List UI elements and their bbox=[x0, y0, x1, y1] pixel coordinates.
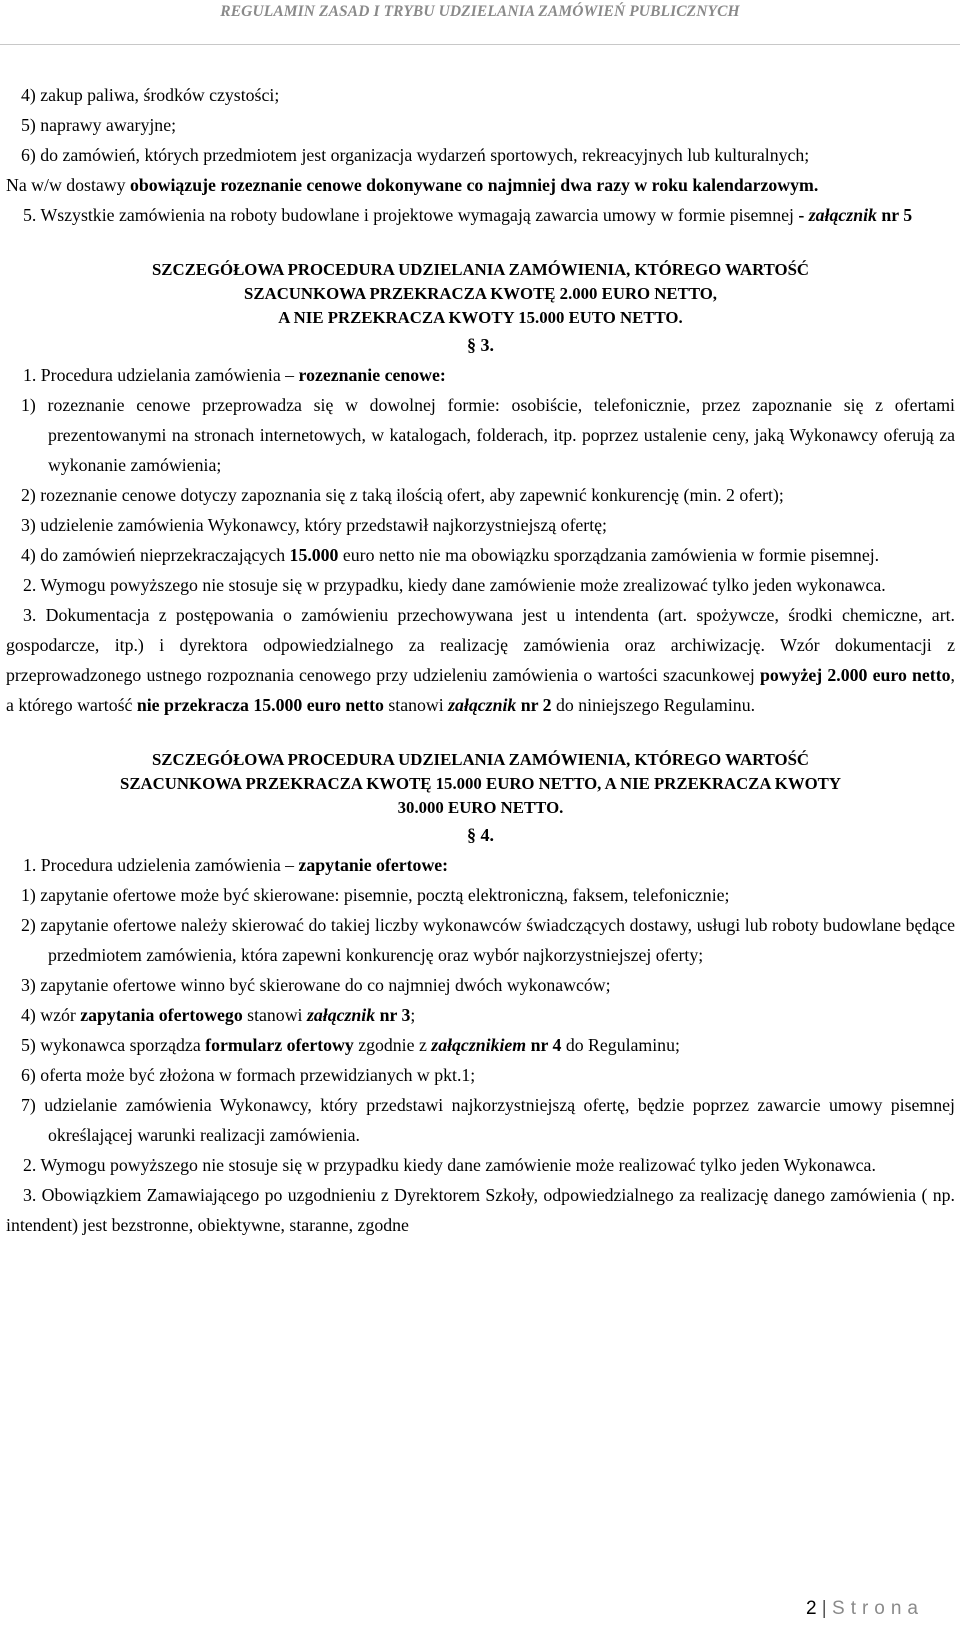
list-item-text: zgodnie z bbox=[353, 1035, 432, 1055]
section-3-number: § 3. bbox=[467, 335, 494, 355]
heading-line: A NIE PRZEKRACZA KWOTY 15.000 EUTO NETTO. bbox=[278, 308, 683, 327]
list-item: 1) zapytanie ofertowe może być skierowane: pisemnie, pocztą elektroniczną, faksem, telefonicznie; bbox=[21, 885, 730, 905]
list-item-bold-text: nr 4 bbox=[526, 1035, 562, 1055]
paragraph-bold-text: nr 2 bbox=[516, 695, 552, 715]
list-item: 2) rozeznanie cenowe dotyczy zapoznania się z taką ilością ofert, aby zapewnić konkurencję (min. 2 ofert); bbox=[21, 485, 784, 505]
paragraph-bold-text: powyżej 2.000 euro netto bbox=[759, 665, 951, 685]
section-4-paragraph-1 bbox=[6, 850, 955, 880]
paragraph-text: do niniejszego Regulaminu. bbox=[551, 695, 756, 715]
list-item: 6) oferta może być złożona w formach przewidzianych w pkt.1; bbox=[21, 1065, 476, 1085]
note-text: Na w/w dostawy bbox=[6, 175, 130, 195]
page-footer bbox=[806, 1596, 924, 1622]
running-header bbox=[0, 0, 960, 45]
list-item-text: 4) wzór bbox=[21, 1005, 81, 1025]
footer-label: Strona bbox=[832, 1598, 924, 1619]
section-3-paragraph-2: 2. Wymogu powyższego nie stosuje się w przypadku, kiedy dane zamówienie może zrealizować tylko jeden wykonawca. bbox=[23, 575, 886, 595]
list-item: 4) zakup paliwa, środków czystości; bbox=[21, 85, 280, 105]
paragraph-text: stanowi bbox=[383, 695, 449, 715]
section-3-paragraph-3 bbox=[6, 600, 955, 720]
paragraph-text: 1. Procedura udzielania zamówienia – bbox=[23, 365, 299, 385]
page-number: 2 bbox=[805, 1598, 817, 1619]
list-item: 3) udzielenie zamówienia Wykonawcy, który przedstawił najkorzystniejszą ofertę; bbox=[21, 515, 607, 535]
paragraph-text: 3. Dokumentacja z postępowania o zamówieniu przechowywana jest u intendenta (art. spożywcze, środki chemiczne, art. gospodarcze, itp.) i dyrektora odpowiedzialnego za realizację zamówienia oraz archiwizację. Wzór dokumentacji z przeprowadzonego ustnego rozpoznania cenowego przy udzieleniu zamówienia o wartości szacunkowej bbox=[6, 605, 955, 685]
section-4-paragraph-3: 3. Obowiązkiem Zamawiającego po uzgodnieniu z Dyrektorem Szkoły, odpowiedzialnego za realizację danego zamówienia ( np. intendent) jest bezstronne, obiektywne, staranne, zgodne bbox=[6, 1185, 955, 1235]
section-3-heading bbox=[6, 258, 955, 330]
section-4-heading bbox=[6, 748, 955, 820]
list-item-italic-text: załącznik bbox=[306, 1005, 376, 1025]
list-item bbox=[6, 1000, 955, 1030]
point-5 bbox=[6, 200, 955, 230]
paragraph-text: , a którego wartość bbox=[6, 665, 955, 715]
header-title: REGULAMIN ZASAD I TRYBU UDZIELANIA ZAMÓWIEŃ PUBLICZNYCH bbox=[220, 3, 740, 20]
list-item-text: ; bbox=[410, 1005, 416, 1025]
list-item bbox=[6, 540, 955, 570]
list-item-italic-text: załącznikiem bbox=[431, 1035, 527, 1055]
list-item bbox=[6, 1030, 955, 1060]
section-4-number: § 4. bbox=[467, 825, 494, 845]
paragraph-bold-text: nie przekracza 15.000 euro netto bbox=[136, 695, 384, 715]
list-item: 3) zapytanie ofertowe winno być skierowane do co najmniej dwóch wykonawców; bbox=[21, 975, 611, 995]
list-item-text: stanowi bbox=[242, 1005, 307, 1025]
paragraph-bold-text: zapytanie ofertowe: bbox=[298, 855, 449, 875]
paragraph-italic-text: załącznik bbox=[448, 695, 517, 715]
list-item: 7) udzielanie zamówienia Wykonawcy, który przedstawi najkorzystniejszą ofertę, będzie poprzez zawarcie umowy pisemnej określającej warunki realizacji zamówienia. bbox=[21, 1095, 955, 1145]
document-body bbox=[6, 80, 955, 1240]
list-item-bold-text: zapytania ofertowego bbox=[80, 1005, 243, 1025]
point-5-attachment-number: nr 5 bbox=[876, 205, 913, 225]
list-item-text: 4) do zamówień nieprzekraczających bbox=[21, 545, 290, 565]
heading-line: SZCZEGÓŁOWA PROCEDURA UDZIELANIA ZAMÓWIENIA, KTÓREGO WARTOŚĆ bbox=[151, 260, 810, 279]
list-item-text: do Regulaminu; bbox=[561, 1035, 680, 1055]
list-item: 1) rozeznanie cenowe przeprowadza się w dowolnej formie: osobiście, telefonicznie, przez zapoznanie się z ofertami prezentowanymi na stronach internetowych, w katalogach, folderach, itp. poprzez ustalenie ceny, jaką Wykonawcy oferują za wykonanie zamówienia; bbox=[21, 395, 955, 475]
list-item-bold-text: formularz ofertowy bbox=[205, 1035, 354, 1055]
point-5-text: 5. Wszystkie zamówienia na roboty budowlane i projektowe wymagają zawarcia umowy w formie pisemnej bbox=[23, 205, 799, 225]
section-3-paragraph-1 bbox=[6, 360, 955, 390]
point-5-dash: - bbox=[798, 205, 809, 225]
heading-line: SZACUNKOWA PRZEKRACZA KWOTĘ 15.000 EURO NETTO, A NIE PRZEKRACZA KWOTY bbox=[120, 774, 841, 793]
paragraph-bold-text: rozeznanie cenowe: bbox=[298, 365, 446, 385]
section-4-paragraph-2: 2. Wymogu powyższego nie stosuje się w przypadku kiedy dane zamówienie może realizować tylko jeden Wykonawca. bbox=[23, 1155, 876, 1175]
footer-separator: | bbox=[816, 1598, 833, 1619]
rozeznanie-note bbox=[6, 170, 955, 200]
list-item-bold-text: nr 3 bbox=[375, 1005, 411, 1025]
heading-line: 30.000 EURO NETTO. bbox=[397, 798, 564, 817]
list-item-text: 5) wykonawca sporządza bbox=[21, 1035, 206, 1055]
heading-line: SZACUNKOWA PRZEKRACZA KWOTĘ 2.000 EURO NETTO, bbox=[244, 284, 717, 303]
heading-line: SZCZEGÓŁOWA PROCEDURA UDZIELANIA ZAMÓWIENIA, KTÓREGO WARTOŚĆ bbox=[151, 750, 810, 769]
list-item: 6) do zamówień, których przedmiotem jest organizacja wydarzeń sportowych, rekreacyjnych lub kulturalnych; bbox=[21, 145, 810, 165]
list-item: 2) zapytanie ofertowe należy skierować do takiej liczby wykonawców świadczących dostawy, usługi lub roboty budowlane będące przedmiotem zamówienia, która zapewni konkurencję oraz wybór najkorzystniejszej oferty; bbox=[21, 915, 955, 965]
list-item-text: euro netto nie ma obowiązku sporządzania zamówienia w formie pisemnej. bbox=[338, 545, 880, 565]
list-item: 5) naprawy awaryjne; bbox=[21, 115, 177, 135]
list-item-bold-text: 15.000 bbox=[289, 545, 339, 565]
point-5-attachment: załącznik bbox=[808, 205, 877, 225]
paragraph-text: 1. Procedura udzielenia zamówienia – bbox=[23, 855, 299, 875]
note-bold-text: obowiązuje rozeznanie cenowe dokonywane co najmniej dwa razy w roku kalendarzowym. bbox=[129, 175, 819, 195]
